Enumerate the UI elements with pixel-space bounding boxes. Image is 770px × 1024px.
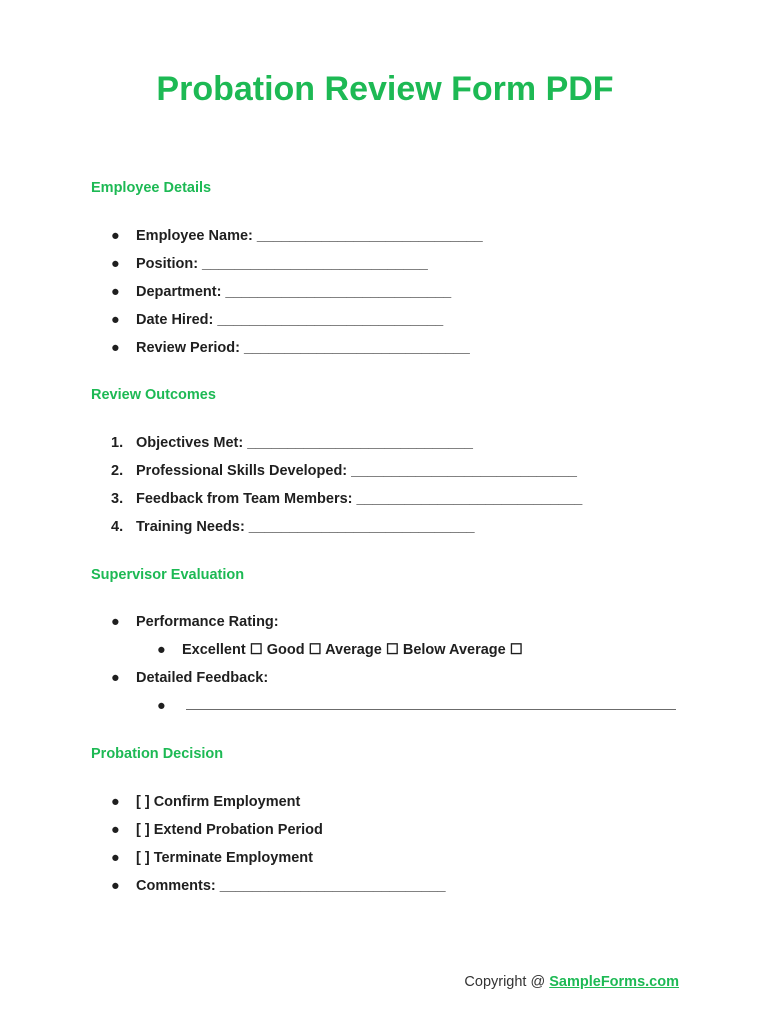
list-item-extend-probation — [111, 822, 323, 838]
bullet-icon: ● — [111, 256, 120, 272]
bullet-icon: ● — [157, 642, 166, 658]
bullet-icon: ● — [111, 312, 120, 328]
list-item-rating-options — [157, 642, 523, 658]
list-item-professional-skills — [111, 463, 577, 479]
bullet-icon: ● — [111, 794, 120, 810]
option-extend-probation: [ ] Extend Probation Period — [136, 822, 323, 838]
detailed-feedback-label: Detailed Feedback: — [136, 670, 269, 686]
list-number: 1. — [111, 435, 124, 451]
bullet-icon: ● — [111, 228, 120, 244]
list-item-performance-rating — [111, 614, 279, 630]
list-item-employee-name — [111, 228, 483, 244]
field-training-needs: Training Needs: ____________________________ — [136, 519, 475, 535]
list-item-team-feedback — [111, 491, 582, 507]
bullet-icon: ● — [111, 614, 120, 630]
copyright-text: Copyright @ — [464, 974, 550, 990]
list-number: 4. — [111, 519, 124, 535]
list-item-confirm-employment — [111, 794, 300, 810]
field-employee-name: Employee Name: ____________________________ — [136, 228, 483, 244]
field-professional-skills: Professional Skills Developed: ____________________________ — [136, 463, 577, 479]
list-number: 2. — [111, 463, 124, 479]
field-position: Position: ____________________________ — [136, 256, 428, 272]
section-heading-probation-decision: Probation Decision — [91, 746, 224, 762]
list-item-feedback-line — [157, 698, 182, 714]
bullet-icon: ● — [111, 284, 120, 300]
page-title: Probation Review Form PDF — [156, 70, 614, 108]
bullet-icon: ● — [111, 850, 120, 866]
section-heading-review-outcomes: Review Outcomes — [91, 387, 216, 403]
list-item-position — [111, 256, 428, 272]
field-date-hired: Date Hired: ____________________________ — [136, 312, 444, 328]
list-item-detailed-feedback — [111, 670, 268, 686]
list-number: 3. — [111, 491, 124, 507]
sampleforms-link[interactable]: SampleForms.com — [549, 974, 679, 990]
bullet-icon: ● — [111, 670, 120, 686]
bullet-icon: ● — [111, 878, 120, 894]
field-review-period: Review Period: ____________________________ — [136, 340, 470, 356]
option-terminate-employment: [ ] Terminate Employment — [136, 850, 313, 866]
section-heading-employee-details: Employee Details — [91, 180, 212, 196]
option-confirm-employment: [ ] Confirm Employment — [136, 794, 301, 810]
bullet-icon: ● — [111, 822, 120, 838]
list-item-terminate-employment — [111, 850, 313, 866]
feedback-blank-line — [186, 709, 676, 710]
bullet-icon: ● — [111, 340, 120, 356]
bullet-icon: ● — [157, 698, 166, 714]
list-item-comments — [111, 878, 446, 894]
list-item-training-needs — [111, 519, 475, 535]
performance-rating-label: Performance Rating: — [136, 614, 279, 630]
field-team-feedback: Feedback from Team Members: ____________________________ — [136, 491, 583, 507]
field-objectives-met: Objectives Met: ____________________________ — [136, 435, 473, 451]
section-heading-supervisor-evaluation: Supervisor Evaluation — [91, 567, 245, 583]
field-department: Department: ____________________________ — [136, 284, 452, 300]
field-comments: Comments: ____________________________ — [136, 878, 446, 894]
list-item-review-period — [111, 340, 470, 356]
copyright-footer — [464, 974, 679, 990]
list-item-department — [111, 284, 451, 300]
rating-options: Excellent ☐ Good ☐ Average ☐ Below Average ☐ — [182, 642, 523, 658]
list-item-date-hired — [111, 312, 443, 328]
list-item-objectives-met — [111, 435, 473, 451]
